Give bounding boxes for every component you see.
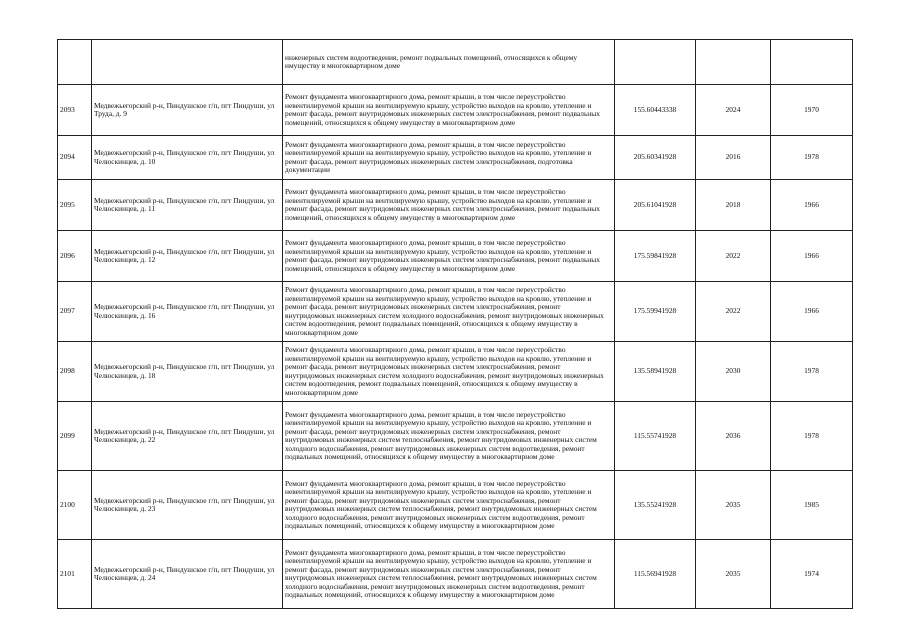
built-year: 1966 [771, 180, 853, 231]
works-list: Ремонт фундамента многоквартирного дома, ремонт крыши, в том числе переустройство невентилируемой крыши на вентилируемую крышу, устройство выходов на кровлю, утепление и ремонт фасада, ремонт внутридомовых инженерных систем электроснабжения, ремонт внутридомовых инженерных систем холодного водоснабжения, ремонт внутридомовых инженерных систем водоотведения, ремонт подвальных помещений, относящихся к общему имуществу в многоквартирном доме [283, 282, 615, 342]
table-row-continuation [58, 40, 853, 85]
table-row [58, 342, 853, 402]
table-row [58, 471, 853, 540]
built-year: 1974 [771, 540, 853, 609]
address: Медвежьегорский р-н, Пиндушское г/п, пгт Пиндуши, ул Челюскинцев, д. 11 [92, 180, 283, 231]
built-year: 1978 [771, 402, 853, 471]
repair-year: 2024 [696, 85, 771, 136]
built-year: 1978 [771, 342, 853, 402]
row-number: 2101 [58, 540, 92, 609]
works-list: Ремонт фундамента многоквартирного дома, ремонт крыши, в том числе переустройство невентилируемой крыши на вентилируемую крышу, устройство выходов на кровлю, утепление и ремонт фасада, ремонт внутридомовых инженерных систем электроснабжения, ремонт внутридомовых инженерных систем теплоснабжения, ремонт внутридомовых инженерных систем холодного водоснабжения, ремонт внутридомовых инженерных систем водоотведения, ремонт подвальных помещений, относящихся к общему имуществу в многоквартирном доме [283, 540, 615, 609]
address: Медвежьегорский р-н, Пиндушское г/п, пгт Пиндуши, ул Челюскинцев, д. 22 [92, 402, 283, 471]
repair-year: 2035 [696, 471, 771, 540]
cost-value: 175.59841928 [615, 231, 696, 282]
row-number: 2099 [58, 402, 92, 471]
repair-year: 2030 [696, 342, 771, 402]
works-list: Ремонт фундамента многоквартирного дома, ремонт крыши, в том числе переустройство невентилируемой крыши на вентилируемую крышу, устройство выходов на кровлю, утепление и ремонт фасада, ремонт внутридомовых инженерных систем электроснабжения, ремонт внутридомовых инженерных систем холодного водоснабжения, ремонт внутридомовых инженерных систем водоотведения, ремонт подвальных помещений, относящихся к общему имуществу в многоквартирном доме [283, 342, 615, 402]
row-number: 2093 [58, 85, 92, 136]
row-number: 2100 [58, 471, 92, 540]
row-number: 2097 [58, 282, 92, 342]
repair-year: 2018 [696, 180, 771, 231]
built-year-cell [771, 40, 853, 85]
address: Медвежьегорский р-н, Пиндушское г/п, пгт Пиндуши, ул Челюскинцев, д. 24 [92, 540, 283, 609]
repair-year: 2016 [696, 136, 771, 180]
cost-value: 115.55741928 [615, 402, 696, 471]
built-year: 1985 [771, 471, 853, 540]
works-list: Ремонт фундамента многоквартирного дома, ремонт крыши, в том числе переустройство невентилируемой крыши на вентилируемую крышу, устройство выходов на кровлю, утепление и ремонт фасада, ремонт внутридомовых инженерных систем электроснабжения, ремонт подвальных помещений, относящихся к общему имуществу в многоквартирном доме [283, 85, 615, 136]
built-year: 1978 [771, 136, 853, 180]
cost-value: 135.58941928 [615, 342, 696, 402]
address: Медвежьегорский р-н, Пиндушское г/п, пгт Пиндуши, ул Челюскинцев, д. 12 [92, 231, 283, 282]
built-year: 1966 [771, 282, 853, 342]
built-year: 1970 [771, 85, 853, 136]
repair-year: 2036 [696, 402, 771, 471]
table-row [58, 402, 853, 471]
repair-year: 2022 [696, 231, 771, 282]
table-row [58, 85, 853, 136]
row-number-cell [58, 40, 92, 85]
cost-cell [615, 40, 696, 85]
works-list: Ремонт фундамента многоквартирного дома, ремонт крыши, в том числе переустройство невентилируемой крыши на вентилируемую крышу, устройство выходов на кровлю, утепление и ремонт фасада, ремонт внутридомовых инженерных систем электроснабжения, подготовка документации [283, 136, 615, 180]
works-list: Ремонт фундамента многоквартирного дома, ремонт крыши, в том числе переустройство невентилируемой крыши на вентилируемую крышу, устройство выходов на кровлю, утепление и ремонт фасада, ремонт внутридомовых инженерных систем электроснабжения, ремонт внутридомовых инженерных систем теплоснабжения, ремонт внутридомовых инженерных систем холодного водоснабжения, ремонт внутридомовых инженерных систем водоотведения, ремонт подвальных помещений, относящихся к общему имуществу в многоквартирном доме [283, 471, 615, 540]
address: Медвежьегорский р-н, Пиндушское г/п, пгт Пиндуши, ул Челюскинцев, д. 23 [92, 471, 283, 540]
row-number: 2095 [58, 180, 92, 231]
row-number: 2094 [58, 136, 92, 180]
table-row [58, 282, 853, 342]
repair-year: 2035 [696, 540, 771, 609]
works-list: Ремонт фундамента многоквартирного дома, ремонт крыши, в том числе переустройство невентилируемой крыши на вентилируемую крышу, устройство выходов на кровлю, утепление и ремонт фасада, ремонт внутридомовых инженерных систем электроснабжения, ремонт подвальных помещений, относящихся к общему имуществу в многоквартирном доме [283, 231, 615, 282]
cost-value: 175.59941928 [615, 282, 696, 342]
table-row [58, 540, 853, 609]
address-cell [92, 40, 283, 85]
table-row [58, 136, 853, 180]
row-number: 2098 [58, 342, 92, 402]
address: Медвежьегорский р-н, Пиндушское г/п, пгт Пиндуши, ул Челюскинцев, д. 10 [92, 136, 283, 180]
row-number: 2096 [58, 231, 92, 282]
cost-value: 205.61041928 [615, 180, 696, 231]
cost-value: 155.60443338 [615, 85, 696, 136]
year-cell [696, 40, 771, 85]
works-list: Ремонт фундамента многоквартирного дома, ремонт крыши, в том числе переустройство невентилируемой крыши на вентилируемую крышу, устройство выходов на кровлю, утепление и ремонт фасада, ремонт внутридомовых инженерных систем электроснабжения, ремонт подвальных помещений, относящихся к общему имуществу в многоквартирном доме [283, 180, 615, 231]
address: Медвежьегорский р-н, Пиндушское г/п, пгт Пиндуши, ул Челюскинцев, д. 18 [92, 342, 283, 402]
repair-year: 2022 [696, 282, 771, 342]
table-row [58, 231, 853, 282]
works-list: Ремонт фундамента многоквартирного дома, ремонт крыши, в том числе переустройство невентилируемой крыши на вентилируемую крышу, устройство выходов на кровлю, утепление и ремонт фасада, ремонт внутридомовых инженерных систем электроснабжения, ремонт внутридомовых инженерных систем теплоснабжения, ремонт внутридомовых инженерных систем холодного водоснабжения, ремонт внутридомовых инженерных систем водоотведения, ремонт подвальных помещений, относящихся к общему имуществу в многоквартирном доме [283, 402, 615, 471]
works-cell: инженерных систем водоотведения, ремонт подвальных помещений, относящихся к общему имуществу в многоквартирном доме [283, 40, 615, 85]
cost-value: 205.60341928 [615, 136, 696, 180]
built-year: 1966 [771, 231, 853, 282]
address: Медвежьегорский р-н, Пиндушское г/п, пгт Пиндуши, ул Челюскинцев, д. 16 [92, 282, 283, 342]
cost-value: 115.56941928 [615, 540, 696, 609]
cost-value: 135.55241928 [615, 471, 696, 540]
housing-repair-table [57, 39, 853, 609]
address: Медвежьегорский р-н, Пиндушское г/п, пгт Пиндуши, ул Труда, д. 9 [92, 85, 283, 136]
table-row [58, 180, 853, 231]
